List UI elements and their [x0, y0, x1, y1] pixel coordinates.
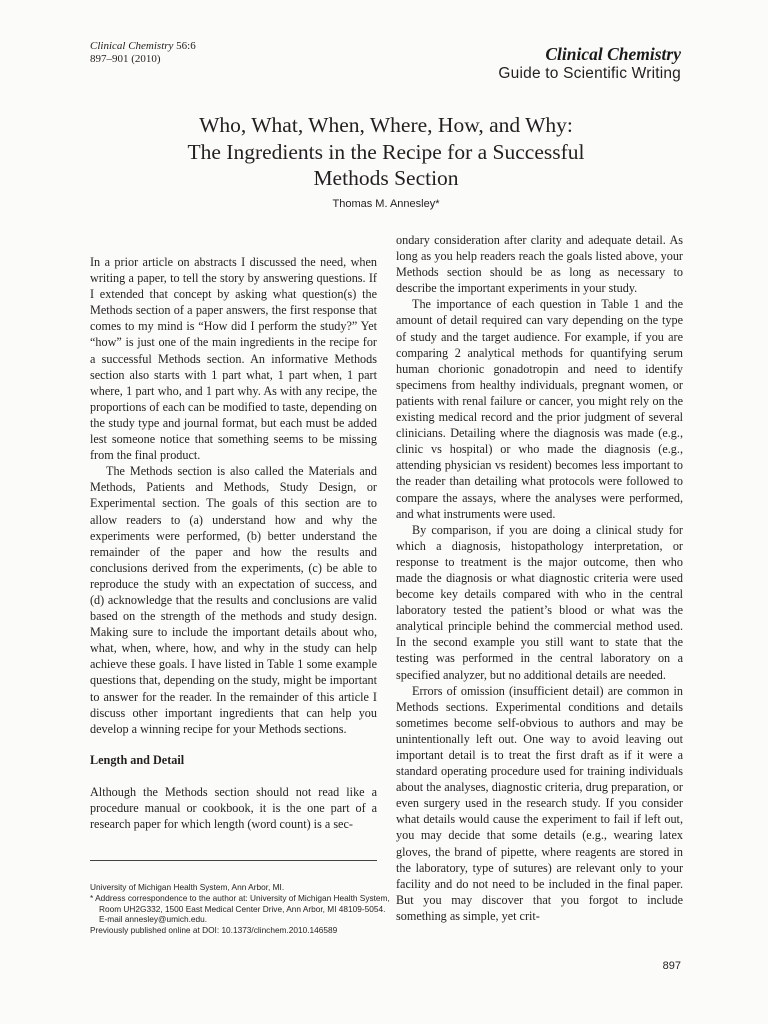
title-line-1: Who, What, When, Where, How, and Why:: [199, 113, 573, 137]
title-line-2: The Ingredients in the Recipe for a Successful: [187, 139, 585, 164]
footnotes: [90, 882, 390, 936]
footnote-affiliation: University of Michigan Health System, Ann Arbor, MI.: [90, 882, 285, 892]
journal-brand: [498, 44, 681, 84]
footnote-divider: [90, 860, 377, 861]
left-column-continued: [90, 784, 377, 832]
right-paragraph-4: Errors of omission (insufficient detail) are common in Methods sections. Experimental conditions and details sometimes become self-obvious to authors and may be unintentionally left out. One way to avoid leaving out important detail is to treat the first draft as if it were a standard operating procedure used for training individuals about the analyses, diagnostic criteria, drug preparation, or even surgery used in the research study. If you consider what details would cause the experiment to fail if left out, you may decide that some details (e.g., wearing latex gloves, the brand of pipette, where reagents are stored in the laboratory, type of sutures) are relevant only to your facility and do not need to be included in the final paper. But you may discover that you forgot to include something as simple, yet crit-: [396, 683, 683, 923]
citation-pages: 897–901 (2010): [90, 52, 161, 65]
left-paragraph-1: In a prior article on abstracts I discussed the need, when writing a paper, to tell the story by answering questions. If I extended that concept by asking what question(s) the Methods section of a paper answers, the first response that comes to my mind is “How did I perform the study?” Yet “how” is just one of the main ingredients in the recipe for a successful Methods section. An informative Methods section also starts with 1 part what, 1 part when, 1 part where, 1 part who, and 1 part why. As with any recipe, the proportions of each can be modified to taste, depending on the study type and journal format, but each must be added lest someone notice that something seems to be missing from the final product.: [90, 255, 377, 463]
section-heading: Length and Detail: [90, 753, 185, 767]
citation-journal: Clinical Chemistry: [90, 40, 174, 52]
right-paragraph-3: By comparison, if you are doing a clinical study for which a diagnosis, histopathology interpretation, or response to treatment is the major outcome, then who made the diagnosis or what diagnostic criteria were used become key details compared with who in the central laboratory tested the patient’s blood or what was the analytical principle behind the commercial method used. In the second example you still want to state that the testing was performed in the central laboratory on a specified analyzer, but no additional details are needed.: [396, 522, 683, 682]
citation-volume: 56:6: [173, 40, 196, 52]
brand-journal-name: Clinical Chemistry: [545, 44, 681, 64]
left-paragraph-3: Although the Methods section should not read like a procedure manual or cookbook, it is the one part of a research paper for which length (word count) is a sec-: [90, 785, 377, 832]
page-number: 897: [662, 960, 681, 972]
brand-series-name: Guide to Scientific Writing: [498, 65, 681, 82]
right-column: [396, 232, 683, 924]
footnote-correspondence-3: E-mail annesley@umich.edu.: [99, 914, 208, 925]
right-paragraph-2: The importance of each question in Table 1 and the amount of detail required can vary depending on the type of study and the target audience. For example, if you are comparing 2 analytical methods for quantifying serum human chorionic gonadotropin and need to identify specimens from healthy individuals, pregnant women, or patients with renal failure or cancer, you might rely on the existing medical record and the prior judgment of several clinicians. Detailing where the diagnosis was made (e.g., clinic vs hospital) or who made the diagnosis (e.g., attending physician vs resident) becomes less important to the reader than detailing what protocols were followed to compare the assays, where the analyses were performed, and what instruments were used.: [396, 297, 683, 521]
footnote-correspondence-1: * Address correspondence to the author at: University of Michigan Health System,: [90, 892, 390, 903]
footnote-published: Previously published online at DOI: 10.1373/clinchem.2010.146589: [90, 925, 338, 936]
title-line-3: Methods Section: [313, 166, 459, 190]
author-name: Thomas M. Annesley*: [332, 198, 440, 210]
citation-block: [90, 40, 196, 65]
footnote-correspondence-2: Room UH2G332, 1500 East Medical Center Drive, Ann Arbor, MI 48109-5054.: [99, 903, 386, 914]
article-title: [90, 112, 682, 192]
left-paragraph-2: The Methods section is also called the Materials and Methods, Patients and Methods, Study Design, or Experimental section. The goals of this section are to allow readers to (a) understand how and why the experiments were performed, (b) better understand the remainder of the paper and how the results and conclusions derived from the experiments, (c) be able to reproduce the study with an expectation of success, and (d) acknowledge that the results and conclusions are valid based on the strength of the methods and study design. Making sure to include the important details about who, what, when, where, how, and why in the study can help achieve these goals. I have listed in Table 1 some example questions that, depending on the study, might be important to answer for the reader. In the remainder of this article I discuss other important ingredients that can help you develop a winning recipe for your Methods sections.: [90, 464, 377, 736]
right-paragraph-1: ondary consideration after clarity and adequate detail. As long as you help readers reach the goals listed above, your Methods section should be as long as necessary to describe the important experiments in your study.: [396, 233, 683, 296]
left-column: [90, 254, 377, 737]
